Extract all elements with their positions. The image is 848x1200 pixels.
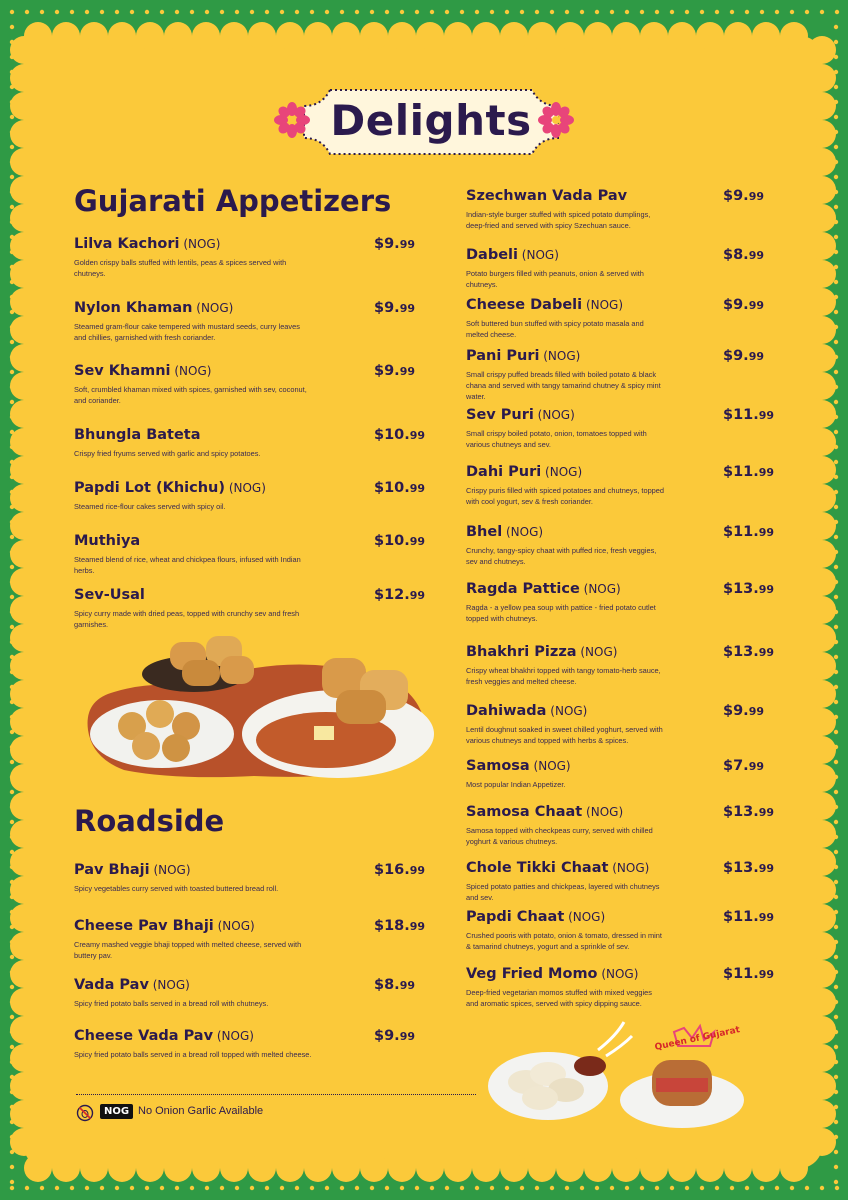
section-heading-appetizers: Gujarati Appetizers bbox=[74, 184, 392, 218]
price-cents: 99 bbox=[399, 979, 415, 992]
menu-item bbox=[466, 804, 775, 854]
menu-item bbox=[466, 860, 775, 910]
page-title: Delights bbox=[330, 96, 532, 145]
nog-tag: (NOG) bbox=[597, 967, 639, 981]
menu-item-title: Dahiwada bbox=[466, 703, 547, 719]
menu-item-price bbox=[723, 581, 774, 597]
price-cents: 99 bbox=[748, 299, 764, 312]
price-cents: 99 bbox=[758, 583, 775, 596]
price-dollars: $10. bbox=[374, 427, 410, 443]
price-dollars: $9. bbox=[374, 236, 400, 252]
price-dollars: $18. bbox=[374, 918, 410, 934]
menu-item-description: Small crispy boiled potato, onion, tomatoes topped with various chutneys and sev. bbox=[466, 429, 647, 449]
price-dollars: $10. bbox=[374, 480, 410, 496]
menu-item-price bbox=[374, 977, 415, 993]
price-cents: 99 bbox=[758, 862, 775, 875]
menu-item-title: Sev-Usal bbox=[74, 587, 145, 603]
menu-item bbox=[74, 977, 414, 1027]
price-dollars: $9. bbox=[374, 1028, 400, 1044]
menu-item-description: Spicy curry made with dried peas, topped with crunchy sev and fresh garnishes. bbox=[74, 609, 300, 629]
menu-item-description: Spicy fried potato balls served in a bread roll topped with melted cheese. bbox=[74, 1050, 312, 1059]
menu-item-name bbox=[74, 300, 233, 316]
nog-tag: (NOG) bbox=[529, 759, 571, 773]
price-dollars: $9. bbox=[723, 188, 749, 204]
price-dollars: $9. bbox=[723, 297, 749, 313]
menu-item-title: Ragda Pattice bbox=[466, 581, 580, 597]
menu-item-name bbox=[466, 703, 587, 719]
menu-item bbox=[466, 297, 766, 347]
menu-item-description: Small crispy puffed breads filled with boiled potato & black chana and served with tangy tamarind chutney & spicy mint water. bbox=[466, 370, 661, 401]
menu-item-description: Steamed blend of rice, wheat and chickpea flours, infused with Indian herbs. bbox=[74, 555, 301, 575]
menu-item bbox=[74, 1028, 414, 1078]
price-dollars: $8. bbox=[723, 247, 749, 263]
price-cents: 99 bbox=[758, 466, 775, 479]
nog-tag: (NOG) bbox=[582, 298, 624, 312]
menu-item bbox=[466, 909, 775, 959]
menu-item-price bbox=[723, 703, 764, 719]
menu-item bbox=[466, 247, 766, 297]
nog-tag: (NOG) bbox=[539, 349, 581, 363]
menu-item-title: Pav Bhaji bbox=[74, 862, 150, 878]
menu-item-price bbox=[374, 236, 415, 252]
menu-item-title: Dabeli bbox=[466, 247, 518, 263]
menu-item-price bbox=[723, 464, 774, 480]
price-dollars: $12. bbox=[374, 587, 410, 603]
menu-item-title: Szechwan Vada Pav bbox=[466, 188, 628, 204]
menu-item-title: Bhakhri Pizza bbox=[466, 644, 577, 660]
flower-left-icon bbox=[274, 102, 310, 138]
nog-tag: (NOG) bbox=[213, 1029, 254, 1043]
menu-item-name bbox=[466, 407, 575, 423]
price-cents: 99 bbox=[748, 350, 764, 363]
price-cents: 99 bbox=[748, 705, 764, 718]
section-heading-roadside: Roadside bbox=[74, 804, 225, 838]
menu-item-description: Crispy puris filled with spiced potatoes and chutneys, topped with cool yogurt, sev & fresh coriander. bbox=[466, 486, 665, 506]
menu-item-name bbox=[74, 427, 201, 443]
menu-item-name bbox=[466, 524, 543, 540]
menu-item-description: Crispy fried fryums served with garlic and spicy potatoes. bbox=[74, 449, 261, 458]
menu-item-description: Crunchy, tangy-spicy chaat with puffed rice, fresh veggies, sev and chutneys. bbox=[466, 546, 657, 566]
menu-item-title: Bhungla Bateta bbox=[74, 427, 201, 443]
menu-item-price bbox=[723, 348, 764, 364]
menu-item-name bbox=[74, 363, 211, 379]
menu-item-description: Soft buttered bun stuffed with spicy potato masala and melted cheese. bbox=[466, 319, 644, 339]
menu-item bbox=[74, 918, 426, 968]
nog-tag: (NOG) bbox=[564, 910, 606, 924]
menu-item-price bbox=[374, 862, 425, 878]
menu-item-price bbox=[723, 860, 774, 876]
menu-item bbox=[74, 300, 414, 350]
menu-item bbox=[74, 236, 414, 286]
menu-item-description: Soft, crumbled khaman mixed with spices, garnished with sev, coconut, and coriander. bbox=[74, 385, 307, 405]
nog-tag: (NOG) bbox=[225, 481, 266, 495]
price-dollars: $8. bbox=[374, 977, 400, 993]
price-dollars: $13. bbox=[723, 644, 759, 660]
menu-item-price bbox=[723, 804, 774, 820]
menu-item-description: Lentil doughnut soaked in sweet chilled yoghurt, served with various chutneys and topped with herbs & spices. bbox=[466, 725, 663, 745]
price-dollars: $9. bbox=[374, 300, 400, 316]
menu-item-price bbox=[374, 1028, 415, 1044]
nog-tag: (NOG) bbox=[541, 465, 583, 479]
menu-item-title: Cheese Dabeli bbox=[466, 297, 583, 313]
menu-item-price bbox=[723, 758, 764, 774]
nog-tag: (NOG) bbox=[533, 408, 575, 422]
price-cents: 99 bbox=[399, 365, 415, 378]
menu-item-description: Crispy wheat bhakhri topped with tangy tomato-herb sauce, fresh veggies and melted cheese. bbox=[466, 666, 661, 686]
menu-item-description: Deep-fried vegetarian momos stuffed with mixed veggies and aromatic spices, served with spicy dipping sauce. bbox=[466, 988, 652, 1008]
menu-item-description: Spiced potato patties and chickpeas, layered with chutneys and sev. bbox=[466, 882, 660, 902]
menu-item bbox=[74, 480, 426, 530]
menu-item-title: Lilva Kachori bbox=[74, 236, 180, 252]
price-dollars: $11. bbox=[723, 407, 759, 423]
nog-tag: (NOG) bbox=[192, 301, 234, 315]
menu-item-price bbox=[723, 909, 774, 925]
menu-item-name bbox=[466, 804, 623, 820]
menu-item bbox=[74, 533, 426, 583]
menu-item-title: Pani Puri bbox=[466, 348, 540, 364]
menu-item-title: Nylon Khaman bbox=[74, 300, 193, 316]
menu-item-price bbox=[723, 966, 774, 982]
nog-tag: (NOG) bbox=[608, 861, 650, 875]
menu-item bbox=[74, 427, 426, 477]
nog-tag: (NOG) bbox=[579, 582, 621, 596]
menu-item-title: Veg Fried Momo bbox=[466, 966, 598, 982]
nog-tag: NOG bbox=[100, 1104, 133, 1119]
queen-badge-text: Queen of Gujarat bbox=[653, 1025, 741, 1053]
menu-item-description: Steamed rice-flour cakes served with spicy oil. bbox=[74, 502, 226, 511]
menu-item bbox=[74, 862, 426, 912]
nog-legend bbox=[76, 1104, 336, 1122]
menu-item bbox=[466, 581, 775, 631]
price-cents: 99 bbox=[758, 409, 775, 422]
menu-item-price bbox=[374, 363, 415, 379]
menu-item-name bbox=[466, 297, 623, 313]
price-dollars: $13. bbox=[723, 804, 759, 820]
menu-item-description: Steamed gram-flour cake tempered with mustard seeds, curry leaves and chillies, garnished with fresh coriander. bbox=[74, 322, 300, 342]
menu-item-description: Most popular Indian Appetizer. bbox=[466, 780, 566, 789]
menu-item-description: Indian-style burger stuffed with spiced potato dumplings, deep-fried and served with spicy Szechuan sauce. bbox=[466, 210, 651, 230]
menu-item-description: Spicy fried potato balls served in a bread roll with chutneys. bbox=[74, 999, 269, 1008]
menu-item-price bbox=[374, 533, 425, 549]
menu-item-price bbox=[723, 297, 764, 313]
menu-item-name bbox=[466, 644, 617, 660]
menu-item-price bbox=[374, 480, 425, 496]
menu-item-name bbox=[74, 587, 145, 603]
menu-item-description: Samosa topped with checkpeas curry, served with chilled yoghurt & various chutneys. bbox=[466, 826, 653, 846]
menu-item-price bbox=[723, 247, 764, 263]
menu-item-title: Sev Puri bbox=[466, 407, 534, 423]
menu-item-title: Sev Khamni bbox=[74, 363, 171, 379]
price-cents: 99 bbox=[409, 589, 426, 602]
price-dollars: $9. bbox=[723, 703, 749, 719]
price-dollars: $9. bbox=[374, 363, 400, 379]
price-cents: 99 bbox=[748, 190, 764, 203]
nog-tag: (NOG) bbox=[576, 645, 618, 659]
menu-item-price bbox=[723, 188, 764, 204]
price-cents: 99 bbox=[409, 920, 426, 933]
menu-item bbox=[466, 188, 766, 238]
price-cents: 99 bbox=[409, 429, 426, 442]
menu-item bbox=[74, 363, 414, 413]
menu-item-title: Chole Tikki Chaat bbox=[466, 860, 609, 876]
menu-item bbox=[466, 348, 766, 401]
menu-item-name bbox=[74, 977, 190, 993]
menu-item-name bbox=[466, 348, 580, 364]
menu-item-name bbox=[74, 918, 255, 934]
menu-item-title: Vada Pav bbox=[74, 977, 149, 993]
menu-item-name bbox=[466, 247, 559, 263]
price-dollars: $11. bbox=[723, 966, 759, 982]
menu-item-title: Papdi Chaat bbox=[466, 909, 565, 925]
menu-item-name bbox=[74, 480, 266, 496]
menu-item-name bbox=[74, 236, 220, 252]
menu-item-name bbox=[466, 581, 621, 597]
nog-tag: (NOG) bbox=[502, 525, 544, 539]
nog-tag: (NOG) bbox=[517, 248, 559, 262]
menu-item-title: Cheese Pav Bhaji bbox=[74, 918, 214, 934]
footer-divider bbox=[76, 1094, 476, 1095]
price-cents: 99 bbox=[409, 535, 426, 548]
price-cents: 99 bbox=[748, 249, 764, 262]
price-dollars: $10. bbox=[374, 533, 410, 549]
price-dollars: $11. bbox=[723, 909, 759, 925]
menu-item-name bbox=[466, 909, 605, 925]
menu-item-description: Potato burgers filled with peanuts, onion & served with chutneys. bbox=[466, 269, 644, 289]
menu-item-name bbox=[74, 862, 191, 878]
menu-item-title: Samosa Chaat bbox=[466, 804, 583, 820]
price-dollars: $11. bbox=[723, 464, 759, 480]
nog-tag: (NOG) bbox=[179, 237, 221, 251]
menu-item-title: Cheese Vada Pav bbox=[74, 1028, 214, 1044]
price-cents: 99 bbox=[758, 806, 775, 819]
menu-item-title: Samosa bbox=[466, 758, 530, 774]
food-image-pav-bhaji bbox=[74, 630, 434, 780]
nog-tag: (NOG) bbox=[546, 704, 588, 718]
menu-item bbox=[466, 644, 775, 694]
price-dollars: $11. bbox=[723, 524, 759, 540]
nog-legend-text: No Onion Garlic Available bbox=[138, 1105, 264, 1117]
menu-item-description: Creamy mashed veggie bhaji topped with melted cheese, served with buttery pav. bbox=[74, 940, 302, 960]
price-cents: 99 bbox=[409, 482, 426, 495]
no-onion-garlic-icon bbox=[76, 1104, 94, 1122]
menu-item-price bbox=[723, 524, 774, 540]
menu-item-price bbox=[374, 300, 415, 316]
flower-right-icon bbox=[538, 102, 574, 138]
menu-item-name bbox=[466, 464, 582, 480]
menu-item-name bbox=[466, 188, 627, 204]
menu-item-name bbox=[74, 1028, 254, 1044]
menu-item-description: Golden crispy balls stuffed with lentils, peas & spices served with chutneys. bbox=[74, 258, 287, 278]
menu-item-title: Muthiya bbox=[74, 533, 141, 549]
menu-item-description: Ragda - a yellow pea soup with pattice - fried potato cutlet topped with chutneys. bbox=[466, 603, 656, 623]
price-cents: 99 bbox=[758, 526, 775, 539]
price-cents: 99 bbox=[748, 760, 764, 773]
menu-item-price bbox=[374, 427, 425, 443]
menu-item-name bbox=[74, 533, 140, 549]
price-cents: 99 bbox=[758, 646, 775, 659]
nog-tag: (NOG) bbox=[213, 919, 255, 933]
price-dollars: $13. bbox=[723, 860, 759, 876]
price-cents: 99 bbox=[399, 238, 415, 251]
menu-item-description: Spicy vegetables curry served with toasted buttered bread roll. bbox=[74, 884, 279, 893]
price-cents: 99 bbox=[758, 968, 775, 981]
price-dollars: $9. bbox=[723, 348, 749, 364]
menu-item-description: Crushed pooris with potato, onion & tomato, dressed in mint & tamarind chutneys, yogurt and a sprinkle of sev. bbox=[466, 931, 662, 951]
menu-item-price bbox=[723, 644, 774, 660]
price-cents: 99 bbox=[758, 911, 775, 924]
menu-item-name bbox=[466, 860, 649, 876]
menu-item bbox=[466, 407, 775, 457]
nog-tag: (NOG) bbox=[149, 863, 191, 877]
price-dollars: $16. bbox=[374, 862, 410, 878]
nog-tag: (NOG) bbox=[170, 364, 212, 378]
menu-item bbox=[466, 703, 766, 753]
menu-item-name bbox=[466, 758, 571, 774]
menu-item-title: Bhel bbox=[466, 524, 503, 540]
price-dollars: $7. bbox=[723, 758, 749, 774]
menu-item-price bbox=[374, 918, 425, 934]
nog-tag: (NOG) bbox=[582, 805, 624, 819]
menu-item-price bbox=[723, 407, 774, 423]
price-cents: 99 bbox=[399, 302, 415, 315]
title-banner bbox=[300, 86, 562, 158]
price-cents: 99 bbox=[399, 1030, 415, 1043]
price-cents: 99 bbox=[409, 864, 426, 877]
menu-item-title: Dahi Puri bbox=[466, 464, 542, 480]
menu-item bbox=[466, 966, 775, 1016]
menu-item-name bbox=[466, 966, 638, 982]
menu-item bbox=[466, 758, 766, 808]
nog-tag: (NOG) bbox=[148, 978, 190, 992]
price-dollars: $13. bbox=[723, 581, 759, 597]
menu-item bbox=[466, 464, 775, 514]
menu-item-title: Papdi Lot (Khichu) bbox=[74, 480, 226, 496]
menu-item bbox=[466, 524, 775, 574]
menu-item-price bbox=[374, 587, 425, 603]
